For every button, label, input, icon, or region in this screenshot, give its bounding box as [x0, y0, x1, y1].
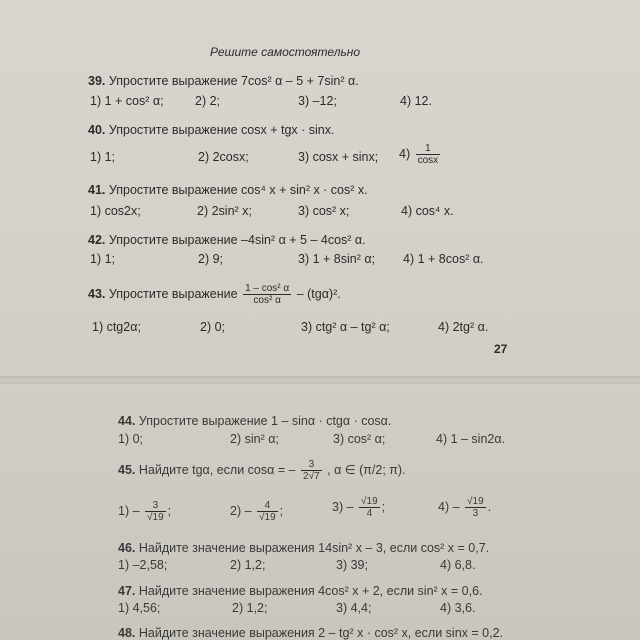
problem-number: 47. — [118, 584, 136, 598]
option: 2) sin² α; — [230, 432, 279, 446]
option: 3) – $\frac{√19}{4}$ ; — [332, 496, 386, 519]
option: 3) ctg² α – tg² α; — [301, 320, 390, 334]
option: 1) 0; — [118, 432, 144, 446]
option: 1) 4,56; — [118, 601, 161, 615]
option: 1) 1; — [90, 150, 116, 164]
option: 4) cos⁴ x. — [401, 204, 454, 218]
problem-number: 42. — [88, 233, 106, 247]
option-fraction: 4) $\frac{1}{\cos x}$ — [399, 143, 439, 166]
problem-text: Найдите значение выражения 4cos² x + 2, если sin² x = 0,6. — [138, 584, 483, 598]
option: 3) 4,4; — [336, 601, 372, 615]
option: 4) 3,6. — [440, 601, 476, 615]
fraction: $\frac{3}{2√7}$ — [303, 459, 320, 482]
fraction: $\frac{√19}{4}$ — [361, 496, 378, 519]
fraction: $\frac{1}{\cos x}$ — [417, 143, 439, 166]
problem-number: 41. — [88, 183, 106, 197]
page-number: 27 — [494, 342, 508, 356]
option: 2) 1,2; — [232, 601, 268, 615]
option: 2) 2; — [195, 94, 221, 108]
fraction: $\frac{√19}{3}$ — [467, 496, 484, 519]
problem-number: 48. — [118, 626, 136, 640]
option: 4) 1 + 8cos² α. — [403, 252, 484, 266]
problem-42 — [88, 233, 366, 247]
problem-text: Найдите значение выражения 2 – tg² x · cos² x, если sinx = 0,2. — [138, 626, 504, 640]
page-fold — [0, 376, 640, 384]
fraction: $\frac{3}{√19}$ — [147, 500, 164, 523]
problem-40 — [88, 123, 334, 137]
problem-number: 44. — [118, 414, 136, 428]
problem-text: Найдите tgα, если cosα = – — [138, 462, 296, 477]
option: 2) – $\frac{4}{√19}$ ; — [230, 500, 284, 523]
option: 1) ctg2α; — [92, 320, 141, 334]
option: 1) – $\frac{3}{√19}$ ; — [118, 500, 172, 523]
expression-tail: – (tgα)². — [296, 286, 341, 301]
option: 3) cos² α; — [333, 432, 386, 446]
option: 1) –2,58; — [118, 558, 168, 572]
section-title: Решите самостоятельно — [210, 45, 361, 59]
option: 3) 1 + 8sin² α; — [298, 252, 376, 266]
option: 4) – $\frac{√19}{3}$ . — [438, 496, 492, 519]
expression-tail: , α ∈ (π/2; π). — [327, 462, 406, 477]
option: 4) 6,8. — [440, 558, 476, 572]
problem-48 — [118, 626, 503, 640]
problem-45 — [118, 459, 406, 482]
problem-39 — [88, 74, 359, 88]
fraction: $\frac{\text{1 – cos² α}}{\text{cos² α}}$ — [245, 283, 290, 306]
option: 3) –12; — [298, 94, 337, 108]
problem-number: 40. — [88, 123, 106, 137]
option: 2) 9; — [198, 252, 224, 266]
fraction: $\frac{4}{√19}$ — [259, 500, 276, 523]
problem-44 — [118, 414, 391, 428]
problem-43 — [88, 283, 341, 306]
option: 1) cos2x; — [90, 204, 141, 218]
problem-text: Упростите выражение 1 – sinα · ctgα · cosα. — [138, 414, 392, 428]
option: 4) 2tg² α. — [438, 320, 489, 334]
option: 3) cosx + sinx; — [298, 150, 379, 164]
problem-text: Упростите выражение cosx + tgx · sinx. — [108, 123, 335, 137]
option: 3) cos² x; — [298, 204, 350, 218]
problem-46 — [118, 541, 489, 555]
problem-47 — [118, 584, 483, 598]
problem-41 — [88, 183, 368, 197]
problem-text: Упростите выражение — [108, 286, 238, 301]
problem-number: 43. — [88, 286, 106, 301]
option: 2) 2cosx; — [198, 150, 249, 164]
option: 1) 1 + cos² α; — [90, 94, 164, 108]
problem-text: Упростите выражение cos⁴ x + sin² x · cos² x. — [108, 183, 368, 197]
option: 2) 1,2; — [230, 558, 266, 572]
problem-text: Упростите выражение 7cos² α – 5 + 7sin² α. — [108, 74, 359, 88]
problem-number: 45. — [118, 462, 136, 477]
problem-number: 46. — [118, 541, 136, 555]
option: 2) 0; — [200, 320, 226, 334]
option: 2) 2sin² x; — [197, 204, 252, 218]
problem-number: 39. — [88, 74, 106, 88]
problem-text: Найдите значение выражения 14sin² x – 3, если cos² x = 0,7. — [138, 541, 490, 555]
option: 4) 12. — [400, 94, 432, 108]
problem-text: Упростите выражение –4sin² α + 5 – 4cos² α. — [108, 233, 366, 247]
option: 3) 39; — [336, 558, 368, 572]
option: 4) 1 – sin2α. — [436, 432, 506, 446]
option: 1) 1; — [90, 252, 116, 266]
